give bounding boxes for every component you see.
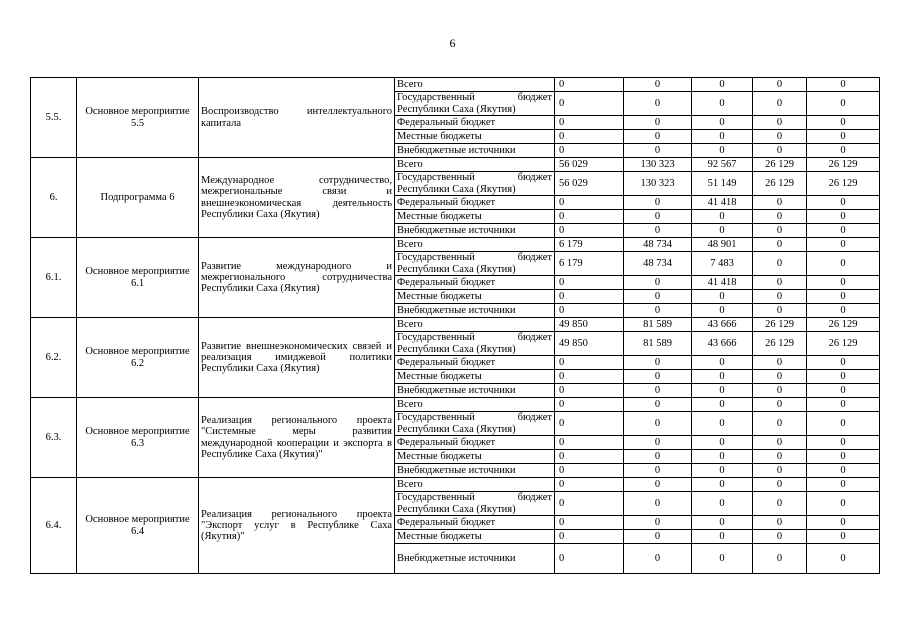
amount-cell: 0 [624,78,692,92]
amount-cell: 0 [753,78,807,92]
amount-cell: 0 [555,492,624,516]
amount-cell: 0 [807,238,880,252]
amount-cell: 130 323 [624,158,692,172]
amount-cell: 0 [692,304,753,318]
amount-cell: 0 [624,210,692,224]
amount-cell: 0 [753,516,807,530]
amount-cell: 26 129 [753,158,807,172]
amount-cell: 0 [692,544,753,574]
amount-cell: 81 589 [624,332,692,356]
amount-cell: 0 [555,478,624,492]
amount-cell: 0 [555,450,624,464]
amount-cell: 0 [753,144,807,158]
amount-cell: 6 179 [555,238,624,252]
amount-cell: 0 [807,78,880,92]
funding-source: Местные бюджеты [395,290,555,304]
amount-cell: 0 [753,290,807,304]
amount-cell: 130 323 [624,172,692,196]
amount-cell: 0 [555,92,624,116]
amount-cell: 0 [692,478,753,492]
amount-cell: 0 [555,398,624,412]
amount-cell: 0 [807,398,880,412]
amount-cell: 0 [555,304,624,318]
amount-cell: 6 179 [555,252,624,276]
amount-cell: 0 [555,224,624,238]
amount-cell: 0 [624,130,692,144]
amount-cell: 26 129 [807,158,880,172]
amount-cell: 43 666 [692,318,753,332]
amount-cell: 0 [555,78,624,92]
amount-cell: 51 149 [692,172,753,196]
amount-cell: 0 [624,144,692,158]
amount-cell: 0 [692,210,753,224]
amount-cell: 0 [624,290,692,304]
funding-source: Государственный бюджет Республики Саха (Якутия) [395,252,555,276]
amount-cell: 0 [807,144,880,158]
amount-cell: 0 [692,516,753,530]
amount-cell: 0 [692,92,753,116]
amount-cell: 0 [807,196,880,210]
amount-cell: 7 483 [692,252,753,276]
amount-cell: 0 [624,196,692,210]
amount-cell: 26 129 [807,172,880,196]
amount-cell: 0 [753,238,807,252]
amount-cell: 0 [753,544,807,574]
amount-cell: 0 [807,356,880,370]
funding-source: Государственный бюджет Республики Саха (Якутия) [395,332,555,356]
amount-cell: 0 [624,370,692,384]
amount-cell: 0 [624,398,692,412]
funding-source: Федеральный бюджет [395,196,555,210]
amount-cell: 0 [807,450,880,464]
amount-cell: 0 [624,384,692,398]
amount-cell: 56 029 [555,172,624,196]
activity-description: Развитие внешнеэкономических связей и реализация имиджевой политики Республики Саха (Якутия) [199,318,395,398]
amount-cell: 0 [753,384,807,398]
amount-cell: 26 129 [807,332,880,356]
row-number: 6.2. [31,318,77,398]
amount-cell: 0 [807,130,880,144]
amount-cell: 0 [753,464,807,478]
amount-cell: 0 [624,492,692,516]
amount-cell: 92 567 [692,158,753,172]
amount-cell: 26 129 [753,318,807,332]
amount-cell: 0 [624,276,692,290]
amount-cell: 0 [807,252,880,276]
amount-cell: 0 [753,530,807,544]
table-row [31,318,880,332]
amount-cell: 0 [753,370,807,384]
funding-source: Государственный бюджет Республики Саха (Якутия) [395,172,555,196]
amount-cell: 0 [692,492,753,516]
amount-cell: 0 [624,304,692,318]
amount-cell: 0 [692,130,753,144]
amount-cell: 48 734 [624,238,692,252]
funding-source: Федеральный бюджет [395,436,555,450]
funding-source: Всего [395,78,555,92]
amount-cell: 0 [624,530,692,544]
amount-cell: 0 [753,304,807,318]
table-row [31,398,880,412]
amount-cell: 0 [807,436,880,450]
activity-title: Основное мероприятие 6.3 [77,398,199,478]
funding-source: Федеральный бюджет [395,516,555,530]
amount-cell: 0 [555,130,624,144]
funding-source: Всего [395,158,555,172]
amount-cell: 0 [753,356,807,370]
amount-cell: 0 [624,92,692,116]
amount-cell: 0 [624,116,692,130]
amount-cell: 0 [807,464,880,478]
funding-source: Внебюджетные источники [395,384,555,398]
funding-source: Внебюджетные источники [395,464,555,478]
amount-cell: 0 [555,464,624,478]
amount-cell: 0 [807,224,880,238]
amount-cell: 0 [624,464,692,478]
funding-source: Местные бюджеты [395,130,555,144]
amount-cell: 0 [555,144,624,158]
amount-cell: 0 [555,516,624,530]
row-number: 6.3. [31,398,77,478]
table-row [31,478,880,492]
activity-title: Подпрограмма 6 [77,158,199,238]
amount-cell: 0 [555,530,624,544]
funding-source: Местные бюджеты [395,530,555,544]
amount-cell: 0 [753,492,807,516]
amount-cell: 0 [807,516,880,530]
activity-title: Основное мероприятие 5.5 [77,78,199,158]
amount-cell: 41 418 [692,196,753,210]
funding-source: Внебюджетные источники [395,144,555,158]
amount-cell: 0 [692,144,753,158]
amount-cell: 0 [753,92,807,116]
amount-cell: 0 [555,356,624,370]
amount-cell: 0 [555,384,624,398]
activity-title: Основное мероприятие 6.2 [77,318,199,398]
funding-source: Местные бюджеты [395,370,555,384]
activity-description: Воспроизводство интеллектуального капитала [199,78,395,158]
amount-cell: 0 [753,224,807,238]
funding-source: Государственный бюджет Республики Саха (Якутия) [395,412,555,436]
amount-cell: 0 [692,464,753,478]
funding-source: Внебюджетные источники [395,304,555,318]
funding-source: Всего [395,318,555,332]
activity-description: Реализация регионального проекта "Экспорт услуг в Республике Саха (Якутия)" [199,478,395,574]
amount-cell: 0 [753,116,807,130]
amount-cell: 0 [753,412,807,436]
amount-cell: 26 129 [753,332,807,356]
row-number: 6. [31,158,77,238]
table-row [31,238,880,252]
activity-title: Основное мероприятие 6.4 [77,478,199,574]
table-row [31,158,880,172]
funding-source: Местные бюджеты [395,210,555,224]
funding-source: Государственный бюджет Республики Саха (Якутия) [395,92,555,116]
amount-cell: 0 [753,450,807,464]
amount-cell: 0 [555,116,624,130]
amount-cell: 0 [807,116,880,130]
amount-cell: 0 [624,516,692,530]
funding-source: Федеральный бюджет [395,116,555,130]
funding-source: Всего [395,238,555,252]
funding-source: Всего [395,398,555,412]
amount-cell: 0 [555,276,624,290]
amount-cell: 0 [555,210,624,224]
amount-cell: 0 [555,544,624,574]
amount-cell: 0 [692,370,753,384]
amount-cell: 0 [624,224,692,238]
funding-source: Всего [395,478,555,492]
amount-cell: 0 [807,210,880,224]
amount-cell: 0 [692,78,753,92]
activity-title: Основное мероприятие 6.1 [77,238,199,318]
amount-cell: 0 [807,304,880,318]
funding-source: Внебюджетные источники [395,544,555,574]
amount-cell: 0 [624,412,692,436]
amount-cell: 0 [555,196,624,210]
amount-cell: 0 [753,252,807,276]
row-number: 5.5. [31,78,77,158]
amount-cell: 0 [807,92,880,116]
amount-cell: 0 [692,224,753,238]
amount-cell: 0 [624,450,692,464]
amount-cell: 0 [807,530,880,544]
amount-cell: 0 [753,478,807,492]
funding-source: Внебюджетные источники [395,224,555,238]
page-number: 6 [449,36,456,50]
funding-source: Местные бюджеты [395,450,555,464]
amount-cell: 0 [692,116,753,130]
amount-cell: 0 [692,356,753,370]
amount-cell: 0 [753,398,807,412]
amount-cell: 26 129 [753,172,807,196]
amount-cell: 0 [692,290,753,304]
amount-cell: 0 [692,436,753,450]
amount-cell: 0 [807,276,880,290]
funding-source: Государственный бюджет Республики Саха (Якутия) [395,492,555,516]
amount-cell: 0 [807,290,880,304]
amount-cell: 0 [692,398,753,412]
amount-cell: 0 [753,196,807,210]
activity-description: Развитие международного и межрегионального сотрудничества Республики Саха (Якутия) [199,238,395,318]
amount-cell: 0 [624,356,692,370]
amount-cell: 26 129 [807,318,880,332]
amount-cell: 49 850 [555,318,624,332]
funding-source: Федеральный бюджет [395,356,555,370]
amount-cell: 43 666 [692,332,753,356]
amount-cell: 0 [692,384,753,398]
amount-cell: 0 [807,384,880,398]
activity-description: Реализация регионального проекта "Системные меры развития международной кооперации и экспорта в Республике Саха (Якутия)" [199,398,395,478]
amount-cell: 0 [692,412,753,436]
amount-cell: 0 [807,544,880,574]
amount-cell: 0 [807,478,880,492]
amount-cell: 0 [807,370,880,384]
funding-source: Федеральный бюджет [395,276,555,290]
amount-cell: 41 418 [692,276,753,290]
amount-cell: 0 [555,370,624,384]
amount-cell: 0 [624,478,692,492]
amount-cell: 0 [753,436,807,450]
amount-cell: 0 [753,210,807,224]
row-number: 6.1. [31,238,77,318]
amount-cell: 56 029 [555,158,624,172]
amount-cell: 0 [624,544,692,574]
amount-cell: 0 [555,412,624,436]
amount-cell: 0 [555,436,624,450]
amount-cell: 48 901 [692,238,753,252]
amount-cell: 0 [692,450,753,464]
amount-cell: 0 [555,290,624,304]
amount-cell: 0 [753,276,807,290]
amount-cell: 81 589 [624,318,692,332]
amount-cell: 49 850 [555,332,624,356]
row-number: 6.4. [31,478,77,574]
amount-cell: 0 [624,436,692,450]
budget-table [30,77,880,574]
activity-description: Международное сотрудничество, межрегиональные связи и внешнеэкономическая деятельность Республики Саха (Якутия) [199,158,395,238]
amount-cell: 0 [753,130,807,144]
table-row [31,78,880,92]
amount-cell: 0 [807,492,880,516]
amount-cell: 0 [692,530,753,544]
amount-cell: 0 [807,412,880,436]
amount-cell: 48 734 [624,252,692,276]
